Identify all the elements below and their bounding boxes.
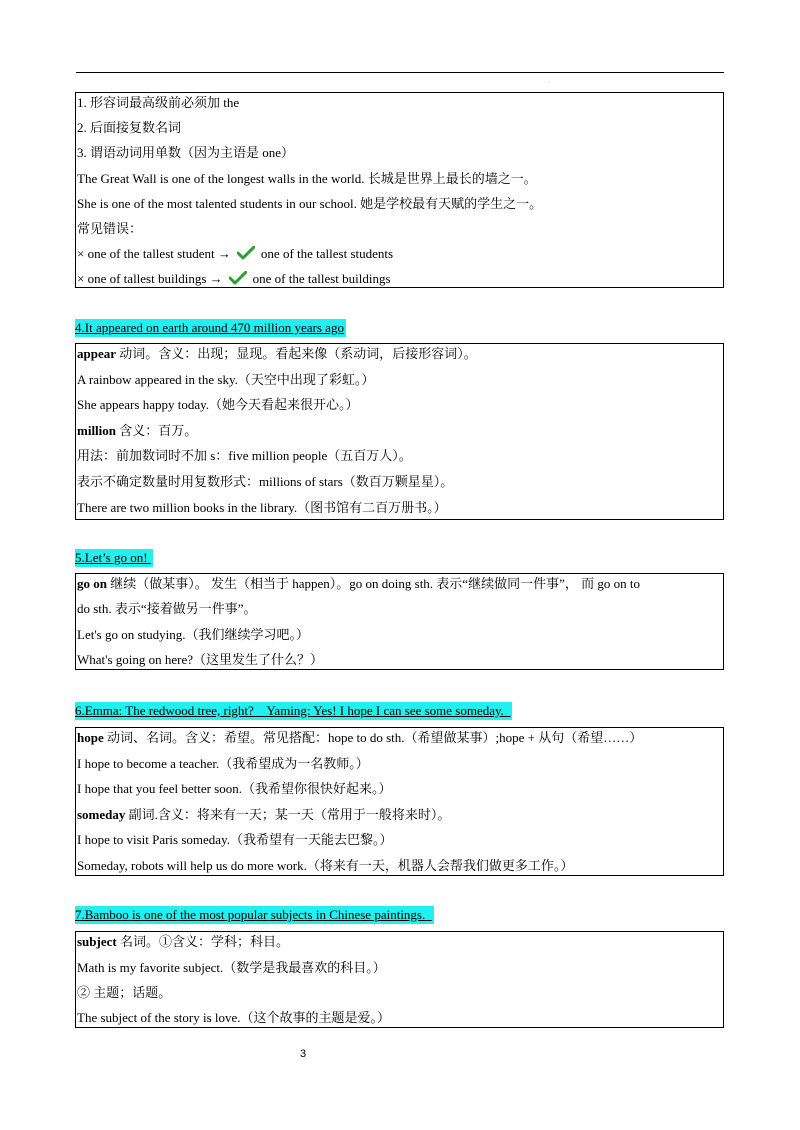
error-correction-line (77, 271, 391, 287)
header-dot: · (548, 80, 550, 86)
usage-line: 用法：前加数词时不加 s：five million people（五百万人）。 (77, 448, 412, 463)
example-line: I hope to become a teacher.（我希望成为一名教师。） (77, 756, 369, 771)
definition-line: subject 名词。①含义：学科；科目。 (77, 934, 289, 949)
definition-line: ② 主题；话题。 (77, 985, 172, 1000)
notes-box-superlative (75, 92, 724, 288)
section-heading-6: 6.Emma: The redwood tree, right? Yaming: Yes! I hope I can see some someday. (75, 703, 511, 718)
keyword: million (77, 423, 117, 438)
section-heading-5: 5.Let’s go on! (75, 550, 151, 565)
keyword: appear (77, 346, 116, 361)
notes-box-go-on (75, 573, 724, 670)
example-line: The Great Wall is one of the longest walls in the world. 长城是世界上最长的墙之一。 (77, 171, 537, 186)
example-line: What's going on here?（这里发生了什么？） (77, 652, 324, 667)
example-line: Math is my favorite subject.（数学是我最喜欢的科目。） (77, 960, 386, 975)
note-line: 1. 形容词最高级前必须加 the (77, 95, 240, 110)
example-line: She appears happy today.（她今天看起来很开心。） (77, 397, 359, 412)
note-line: 2. 后面接复数名词 (77, 120, 182, 135)
header-rule (76, 72, 724, 73)
example-line: Someday, robots will help us do more work.（将来有一天，机器人会帮我们做更多工作。） (77, 858, 574, 873)
definition-line: hope 动词、名词。含义：希望。常见搭配：hope to do sth.（希望做某事）;hope + 从句（希望……） (77, 730, 643, 745)
wrong-form: × one of the tallest student → (77, 246, 231, 261)
page-number: 3 (300, 1048, 307, 1060)
example-line: There are two million books in the library.（图书馆有二百万册书。） (77, 500, 447, 515)
definition-line: appear 动词。含义：出现；显现。看起来像（系动词，后接形容词）。 (77, 346, 477, 361)
check-icon (229, 271, 247, 285)
example-line: The subject of the story is love.（这个故事的主题是爱。） (77, 1010, 391, 1025)
notes-box-hope (75, 727, 724, 876)
example-line: I hope that you feel better soon.（我希望你很快好起来。） (77, 781, 392, 796)
example-line: Let's go on studying.（我们继续学习吧。） (77, 627, 310, 642)
common-errors-label: 常见错误： (77, 221, 143, 236)
example-line: She is one of the most talented students in our school. 她是学校最有天赋的学生之一。 (77, 196, 543, 211)
correct-form: one of the tallest students (260, 246, 394, 261)
section-heading-7: 7.Bamboo is one of the most popular subjects in Chinese paintings. (75, 907, 432, 922)
keyword: subject (77, 934, 117, 949)
check-icon (237, 246, 255, 260)
error-correction-line (77, 246, 393, 262)
keyword: someday (77, 807, 126, 822)
keyword: go on (77, 576, 107, 591)
example-line: A rainbow appeared in the sky.（天空中出现了彩虹。） (77, 372, 375, 387)
definition-line: someday 副词.含义：将来有一天；某一天（常用于一般将来时）。 (77, 807, 451, 822)
section-heading-4: 4.It appeared on earth around 470 million years ago (75, 320, 344, 335)
definition-line: go on 继续（做某事）。 发生（相当于 happen）。go on doing sth. 表示“继续做同一件事”， 而 go on to (77, 576, 640, 591)
wrong-form: × one of tallest buildings → (77, 271, 223, 286)
definition-line: million 含义：百万。 (77, 423, 198, 438)
notes-box-subject (75, 931, 724, 1028)
definition-line: do sth. 表示“接着做另一件事”。 (77, 601, 257, 616)
usage-line: 表示不确定数量时用复数形式：millions of stars（数百万颗星星）。 (77, 474, 454, 489)
notes-box-appear (75, 343, 724, 520)
note-line: 3. 谓语动词用单数（因为主语是 one） (77, 145, 295, 160)
correct-form: one of the tallest buildings (252, 271, 391, 286)
example-line: I hope to visit Paris someday.（我希望有一天能去巴黎。） (77, 832, 393, 847)
keyword: hope (77, 730, 104, 745)
